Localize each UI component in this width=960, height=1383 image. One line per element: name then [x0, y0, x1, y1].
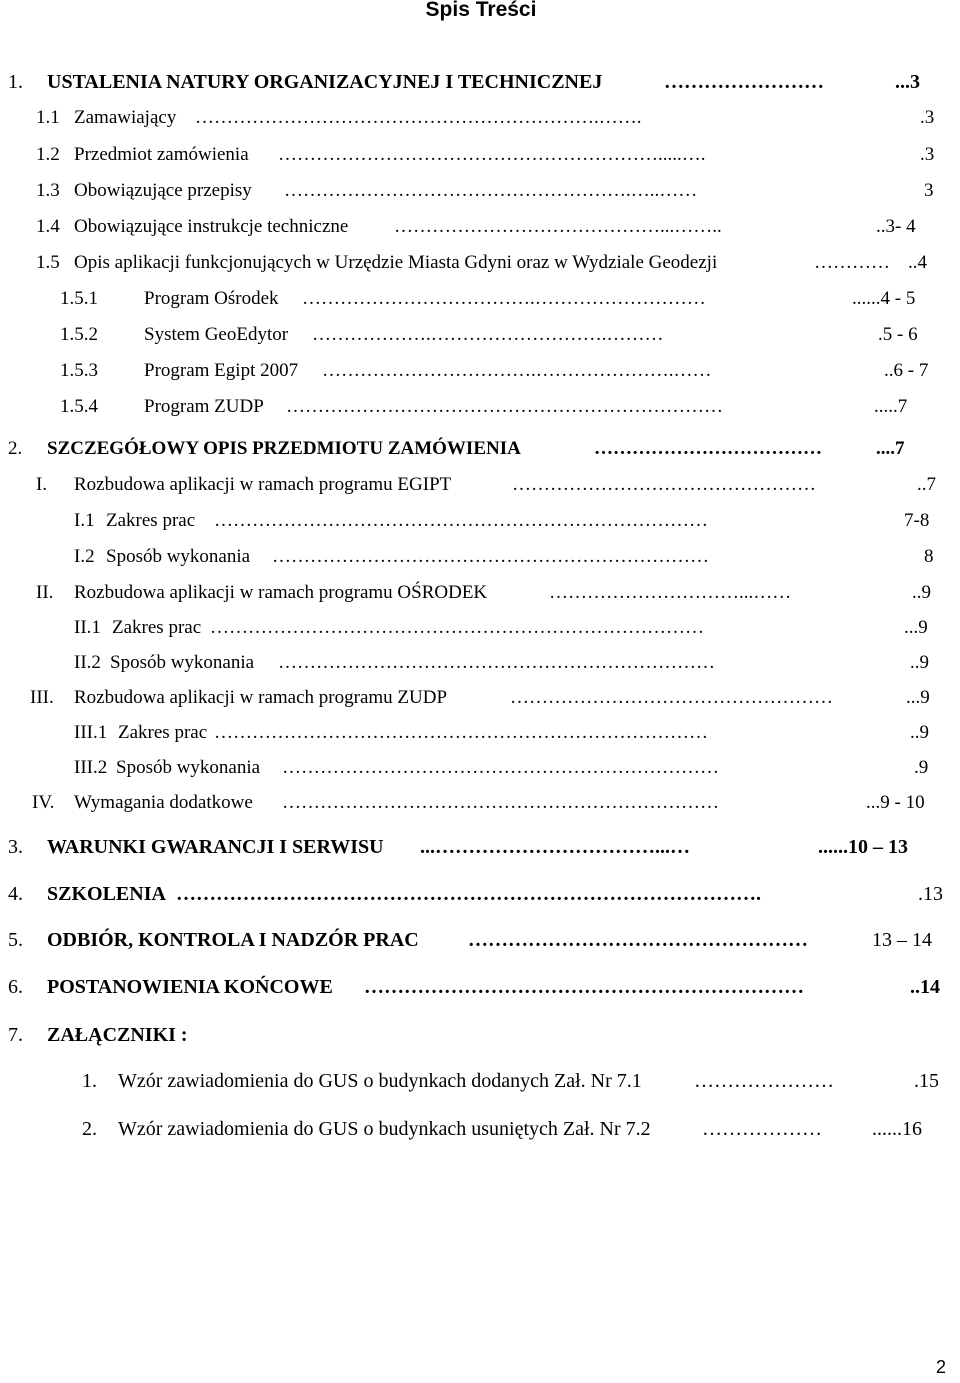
toc-leader-dots: ………………………………………… [512, 474, 816, 495]
toc-entry-title: Przedmiot zamówienia [74, 144, 249, 165]
toc-leader-dots: ……………………………………………………………………………. [176, 883, 761, 905]
toc-entry-number: 1. [82, 1070, 97, 1092]
toc-entry-title: Zakres prac [106, 510, 196, 531]
toc-entry-number: 1.5.4 [60, 396, 98, 417]
toc-leader-dots: …………………… [664, 71, 824, 93]
toc-entry-page: ..6 - 7 [884, 360, 929, 381]
toc-leader-dots: …………………………………………… [468, 929, 808, 951]
toc-entry-page: ...9 [906, 687, 930, 708]
toc-entry-title: Sposób wykonania [106, 546, 251, 567]
toc-leader-dots: ...……………………………...… [420, 836, 690, 858]
toc-entry-page: ......10 – 13 [818, 836, 908, 858]
toc-entry-title: SZCZEGÓŁOWY OPIS PRZEDMIOTU ZAMÓWIENIA [47, 438, 521, 459]
toc-leader-dots: ………………………………………………………… [364, 976, 804, 998]
toc-entry-title: WARUNKI GWARANCJI I SERWISU [47, 836, 384, 858]
toc-entry-page: 8 [924, 546, 934, 567]
toc-entry-title: ZAŁĄCZNIKI : [47, 1024, 188, 1046]
toc-entry-number: III.1 [74, 722, 108, 743]
toc-entry-number: I.2 [74, 546, 95, 567]
toc-entry-number: 2. [8, 438, 23, 459]
toc-leader-dots: ……………………………………...…….. [394, 216, 722, 237]
toc-entry-page: ...9 [904, 617, 928, 638]
toc-leader-dots: …………………………………………………………… [286, 396, 723, 417]
toc-entry-number: 1.2 [36, 144, 60, 165]
toc-entry-number: 7. [8, 1024, 23, 1046]
toc-leader-dots: …………………………………………………………… [272, 546, 709, 567]
toc-entry-page: ......16 [872, 1118, 922, 1140]
toc-entry-number: II.1 [74, 617, 101, 638]
document-title: Spis Treści [425, 0, 537, 21]
toc-entry-number: III. [30, 687, 54, 708]
toc-entry-title: Zakres prac [118, 722, 208, 743]
toc-entry-page: ..4 [908, 252, 927, 273]
toc-entry-title: Sposób wykonania [110, 652, 255, 673]
toc-entry-title: Sposób wykonania [116, 757, 261, 778]
toc-entry-title: Rozbudowa aplikacji w ramach programu OŚRODEK [74, 582, 488, 603]
toc-leader-dots: …………………………………………………………………… [210, 617, 704, 638]
toc-entry-number: IV. [32, 792, 55, 813]
toc-entry-page: ......4 - 5 [852, 288, 916, 309]
toc-entry-title: Opis aplikacji funkcjonujących w Urzędzie Miasta Gdyni oraz w Wydziale Geodezji [74, 252, 718, 273]
toc-entry-page: .3 [920, 144, 935, 165]
toc-leader-dots: …………………………….………………….…… [322, 360, 712, 381]
toc-entry-page: ..9 [910, 652, 929, 673]
toc-entry-page: .15 [914, 1070, 939, 1092]
toc-entry-title: Wzór zawiadomienia do GUS o budynkach usuniętych Zał. Nr 7.2 [118, 1118, 651, 1140]
toc-entry-page: .13 [918, 883, 943, 905]
toc-entry-page: .5 - 6 [878, 324, 918, 345]
toc-entry-page: ....7 [876, 438, 905, 459]
toc-entry-title: Program Ośrodek [144, 288, 279, 309]
toc-leader-dots: ………… [814, 252, 890, 273]
toc-entry-title: Obowiązujące instrukcje techniczne [74, 216, 349, 237]
toc-entry-number: 1.5.1 [60, 288, 98, 309]
toc-entry-number: 2. [82, 1118, 97, 1140]
toc-entry-page: ..9 [910, 722, 929, 743]
toc-entry-number: 1.1 [36, 107, 60, 128]
toc-entry-number: I. [36, 474, 48, 495]
toc-entry-number: III.2 [74, 757, 108, 778]
toc-leader-dots: ……………… [702, 1118, 822, 1140]
toc-entry-number: 1.5.2 [60, 324, 98, 345]
toc-leader-dots: …………………………………………………………………… [214, 510, 708, 531]
toc-leader-dots: ……………………………….……………………… [302, 288, 706, 309]
toc-entry-number: I.1 [74, 510, 95, 531]
toc-entry-title: Program ZUDP [144, 396, 264, 417]
toc-leader-dots: …………………………………………………………… [282, 792, 719, 813]
toc-leader-dots: ……………….……………………….……… [312, 324, 664, 345]
toc-entry-number: 3. [8, 836, 23, 858]
toc-entry-page: ...9 - 10 [866, 792, 925, 813]
toc-entry-page: ..9 [912, 582, 931, 603]
toc-entry-number: 4. [8, 883, 23, 905]
toc-leader-dots: …………………………………………………….....…. [278, 144, 706, 165]
toc-leader-dots: ………………… [694, 1070, 834, 1092]
toc-entry-number: 1.5.3 [60, 360, 98, 381]
toc-entry-page: ...3 [895, 71, 920, 93]
toc-entry-number: II. [36, 582, 54, 603]
toc-leader-dots: …………………………………………… [510, 687, 833, 708]
toc-leader-dots: ……………………………………………….…..…… [284, 180, 698, 201]
toc-entry-page: .3 [920, 107, 935, 128]
toc-entry-number: 5. [8, 929, 23, 951]
toc-entry-page: 13 – 14 [872, 929, 932, 951]
toc-entry-title: Rozbudowa aplikacji w ramach programu ZUDP [74, 687, 448, 708]
toc-entry-page: ..3- 4 [876, 216, 916, 237]
toc-entry-title: Zakres prac [112, 617, 202, 638]
toc-entry-number: II.2 [74, 652, 101, 673]
toc-entry-page: 3 [924, 180, 934, 201]
toc-entry-title: Zamawiający [74, 107, 177, 128]
toc-entry-title: Wymagania dodatkowe [74, 792, 253, 813]
toc-leader-dots: …………………………………………………………… [282, 757, 719, 778]
toc-entry-page: .....7 [874, 396, 908, 417]
toc-entry-number: 1.5 [36, 252, 60, 273]
toc-leader-dots: ……………………………………………………….……. [195, 107, 642, 128]
toc-leader-dots: ……………………………… [594, 438, 822, 459]
toc-entry-page: ..7 [917, 474, 936, 495]
toc-entry-title: System GeoEdytor [144, 324, 289, 345]
toc-entry-page: 7-8 [904, 510, 930, 531]
toc-leader-dots: …………………………………………………………… [278, 652, 715, 673]
toc-entry-title: USTALENIA NATURY ORGANIZACYJNEJ I TECHNICZNEJ [47, 71, 603, 93]
toc-entry-title: SZKOLENIA [47, 883, 166, 905]
toc-entry-title: Obowiązujące przepisy [74, 180, 252, 201]
toc-entry-title: POSTANOWIENIA KOŃCOWE [47, 976, 333, 998]
toc-entry-title: Rozbudowa aplikacji w ramach programu EGIPT [74, 474, 452, 495]
page-number: 2 [936, 1357, 947, 1377]
toc-leader-dots: …………………………………………………………………… [214, 722, 708, 743]
toc-leader-dots: …………………………...…… [549, 582, 792, 603]
toc-entry-title: ODBIÓR, KONTROLA I NADZÓR PRAC [47, 929, 419, 951]
toc-entry-page: .9 [914, 757, 929, 778]
toc-entry-title: Program Egipt 2007 [144, 360, 299, 381]
toc-entry-number: 1. [8, 71, 23, 93]
toc-entry-number: 6. [8, 976, 23, 998]
toc-entry-number: 1.4 [36, 216, 60, 237]
toc-entry-number: 1.3 [36, 180, 60, 201]
toc-entry-title: Wzór zawiadomienia do GUS o budynkach dodanych Zał. Nr 7.1 [118, 1070, 642, 1092]
toc-entry-page: ..14 [910, 976, 940, 998]
